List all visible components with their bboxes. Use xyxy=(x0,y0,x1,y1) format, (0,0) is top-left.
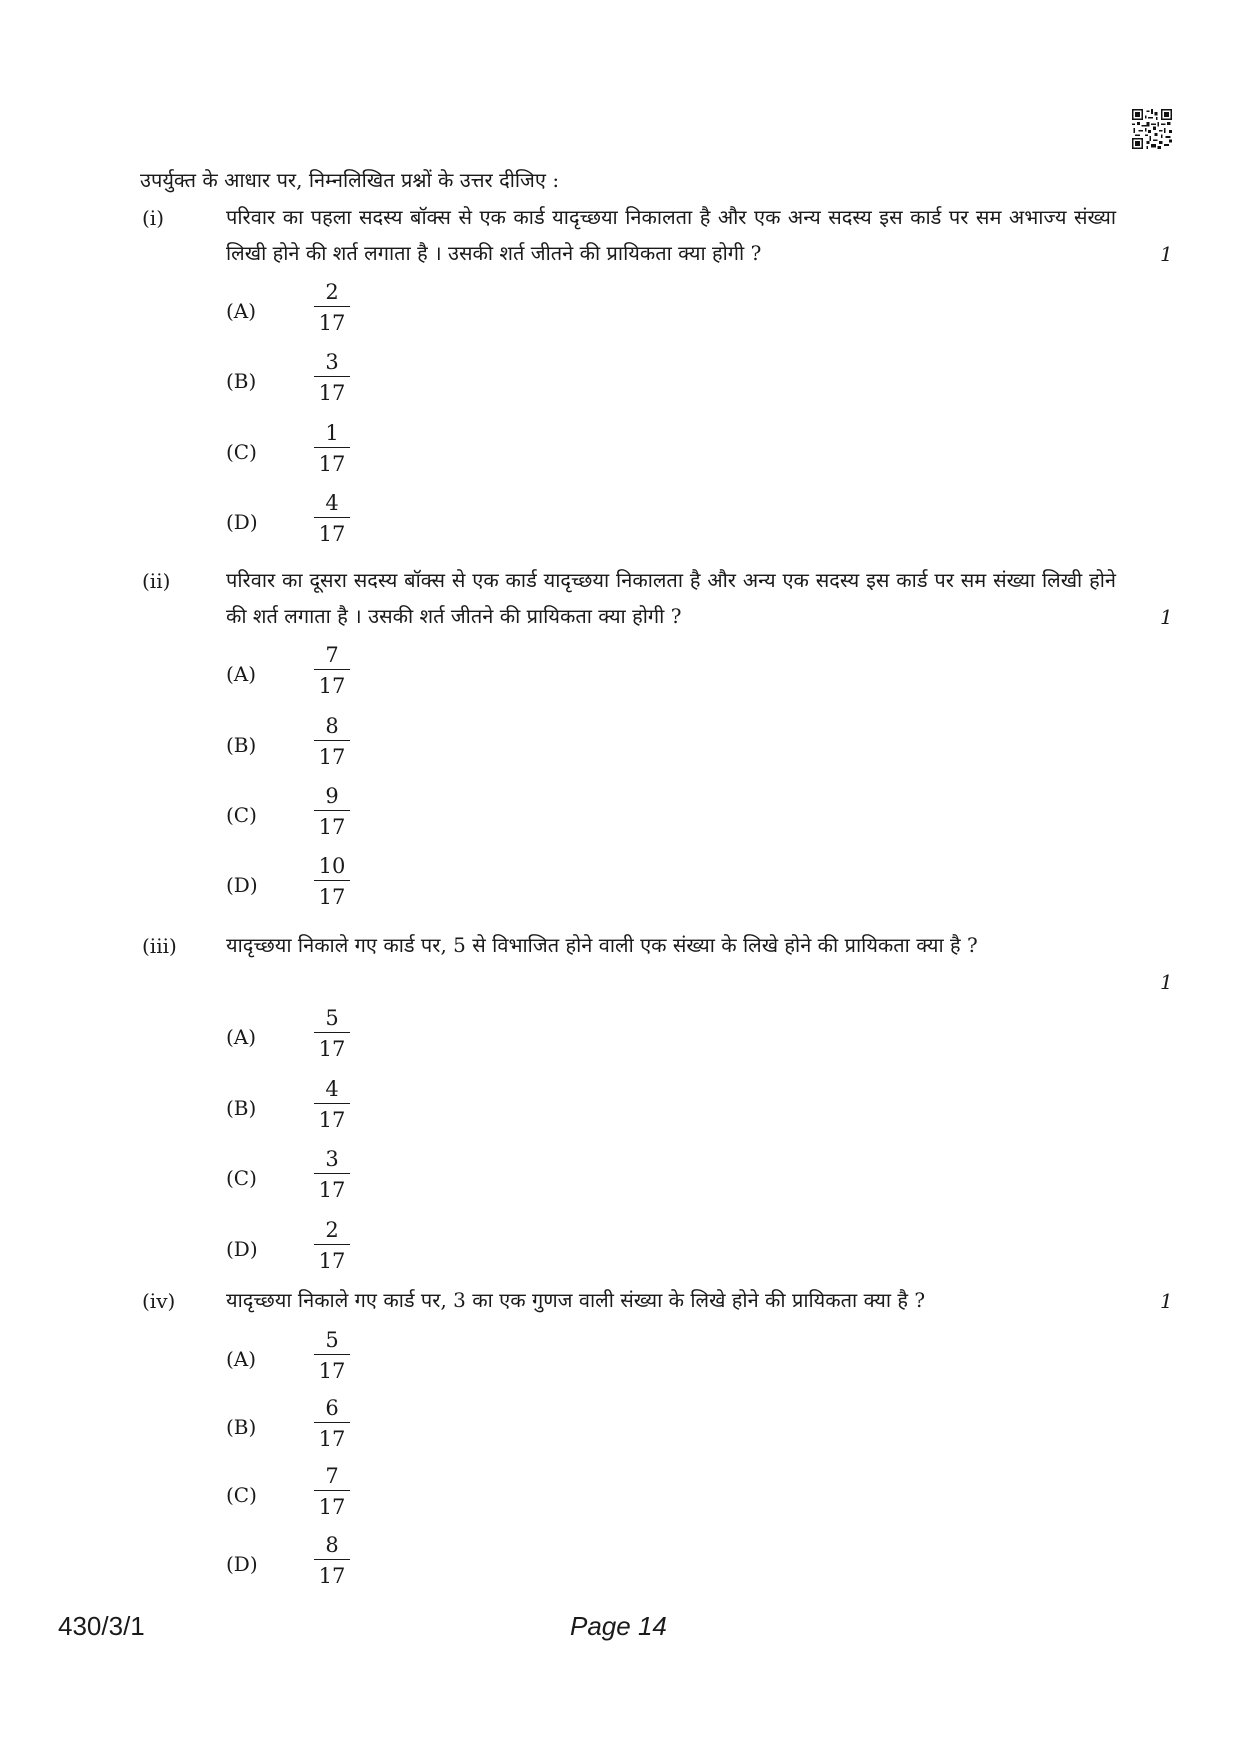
fraction-denominator: 17 xyxy=(318,1359,346,1383)
paper-code: 430/3/1 xyxy=(58,1611,145,1641)
page-number: Page 14 xyxy=(570,1611,667,1641)
option-label: (C) xyxy=(226,803,257,827)
answer-option[interactable] xyxy=(226,1008,426,1068)
question-text: परिवार का दूसरा सदस्य बॉक्स से एक कार्ड यादृच्छया निकालता है और अन्य एक सदस्य इस कार्ड पर सम संख्या लिखी होने की शर्त लगाता है । उसकी शर्त जीतने की प्रायिकता क्या होगी ? xyxy=(226,568,1116,628)
answer-option[interactable] xyxy=(226,856,426,916)
answer-option[interactable] xyxy=(226,1466,426,1526)
fraction-numerator: 5 xyxy=(325,1328,339,1352)
fraction-denominator: 17 xyxy=(318,522,346,546)
question-text: यादृच्छया निकाले गए कार्ड पर, 5 से विभाजित होने वाली एक संख्या के लिखे होने की प्रायिकता क्या है ? xyxy=(226,933,978,957)
option-label: (D) xyxy=(226,1237,258,1261)
fraction-numerator: 5 xyxy=(325,1006,339,1030)
fraction-denominator: 17 xyxy=(318,1495,346,1519)
fraction-numerator: 10 xyxy=(318,854,346,878)
fraction-numerator: 8 xyxy=(325,1533,339,1557)
option-label: (A) xyxy=(226,1347,257,1371)
answer-option[interactable] xyxy=(226,1079,426,1139)
fraction-denominator: 17 xyxy=(318,1178,346,1202)
fraction xyxy=(314,352,350,404)
option-label: (A) xyxy=(226,299,257,323)
question-number: (iii) xyxy=(142,934,177,958)
fraction xyxy=(314,716,350,768)
fraction-denominator: 17 xyxy=(318,1427,346,1451)
fraction-numerator: 4 xyxy=(325,1077,339,1101)
answer-option[interactable] xyxy=(226,282,426,342)
option-label: (B) xyxy=(226,1415,257,1439)
fraction xyxy=(314,1398,350,1450)
question-text: परिवार का पहला सदस्य बॉक्स से एक कार्ड यादृच्छया निकालता है और एक अन्य सदस्य इस कार्ड पर सम अभाज्य संख्या लिखी होने की शर्त लगाता है । उसकी शर्त जीतने की प्रायिकता क्या होगी ? xyxy=(226,205,1116,265)
answer-option[interactable] xyxy=(226,493,426,553)
answer-option[interactable] xyxy=(226,645,426,705)
fraction xyxy=(314,493,350,545)
fraction-numerator: 4 xyxy=(325,491,339,515)
answer-option[interactable] xyxy=(226,352,426,412)
option-label: (D) xyxy=(226,873,258,897)
fraction-denominator: 17 xyxy=(318,745,346,769)
answer-option[interactable] xyxy=(226,1398,426,1458)
option-label: (D) xyxy=(226,510,258,534)
fraction-denominator: 17 xyxy=(318,1249,346,1273)
option-label: (C) xyxy=(226,1166,257,1190)
option-label: (C) xyxy=(226,440,257,464)
fraction-denominator: 17 xyxy=(318,452,346,476)
answer-option[interactable] xyxy=(226,1220,426,1280)
fraction-numerator: 2 xyxy=(325,280,339,304)
fraction-denominator: 17 xyxy=(318,1564,346,1588)
fraction-numerator: 3 xyxy=(325,350,339,374)
fraction xyxy=(314,856,350,908)
answer-option[interactable] xyxy=(226,1330,426,1390)
fraction-numerator: 1 xyxy=(325,421,339,445)
option-label: (A) xyxy=(226,662,257,686)
fraction-numerator: 7 xyxy=(325,643,339,667)
option-label: (B) xyxy=(226,1096,257,1120)
fraction-denominator: 17 xyxy=(318,815,346,839)
fraction xyxy=(314,1220,350,1272)
fraction-numerator: 2 xyxy=(325,1218,339,1242)
answer-option[interactable] xyxy=(226,786,426,846)
fraction-denominator: 17 xyxy=(318,1037,346,1061)
fraction-denominator: 17 xyxy=(318,885,346,909)
fraction-denominator: 17 xyxy=(318,311,346,335)
fraction-numerator: 8 xyxy=(325,714,339,738)
answer-option[interactable] xyxy=(226,1149,426,1209)
fraction-numerator: 9 xyxy=(325,784,339,808)
fraction xyxy=(314,786,350,838)
fraction xyxy=(314,1149,350,1201)
question-number: (iv) xyxy=(142,1289,176,1313)
fraction xyxy=(314,1535,350,1587)
fraction-denominator: 17 xyxy=(318,381,346,405)
answer-option[interactable] xyxy=(226,1535,426,1595)
answer-option[interactable] xyxy=(226,716,426,776)
option-label: (B) xyxy=(226,733,257,757)
fraction xyxy=(314,423,350,475)
fraction xyxy=(314,645,350,697)
instructions-heading: उपर्युक्त के आधार पर, निम्नलिखित प्रश्नों के उत्तर दीजिए : xyxy=(140,168,560,192)
option-label: (A) xyxy=(226,1025,257,1049)
fraction xyxy=(314,1330,350,1382)
option-label: (C) xyxy=(226,1483,257,1507)
answer-option[interactable] xyxy=(226,423,426,483)
fraction xyxy=(314,1466,350,1518)
fraction xyxy=(314,1079,350,1131)
fraction-numerator: 3 xyxy=(325,1147,339,1171)
question-marks: 1 xyxy=(1160,1289,1173,1313)
option-label: (D) xyxy=(226,1552,258,1576)
question-number: (i) xyxy=(142,206,165,230)
option-label: (B) xyxy=(226,369,257,393)
fraction-denominator: 17 xyxy=(318,674,346,698)
fraction xyxy=(314,282,350,334)
question-marks: 1 xyxy=(1160,242,1173,266)
qr-code-icon xyxy=(1132,109,1172,149)
fraction-numerator: 7 xyxy=(325,1464,339,1488)
question-number: (ii) xyxy=(142,569,171,593)
question-marks: 1 xyxy=(1160,970,1173,994)
fraction xyxy=(314,1008,350,1060)
question-text: यादृच्छया निकाले गए कार्ड पर, 3 का एक गुणज वाली संख्या के लिखे होने की प्रायिकता क्या है ? xyxy=(226,1288,926,1312)
question-marks: 1 xyxy=(1160,605,1173,629)
fraction-numerator: 6 xyxy=(325,1396,339,1420)
fraction-denominator: 17 xyxy=(318,1108,346,1132)
